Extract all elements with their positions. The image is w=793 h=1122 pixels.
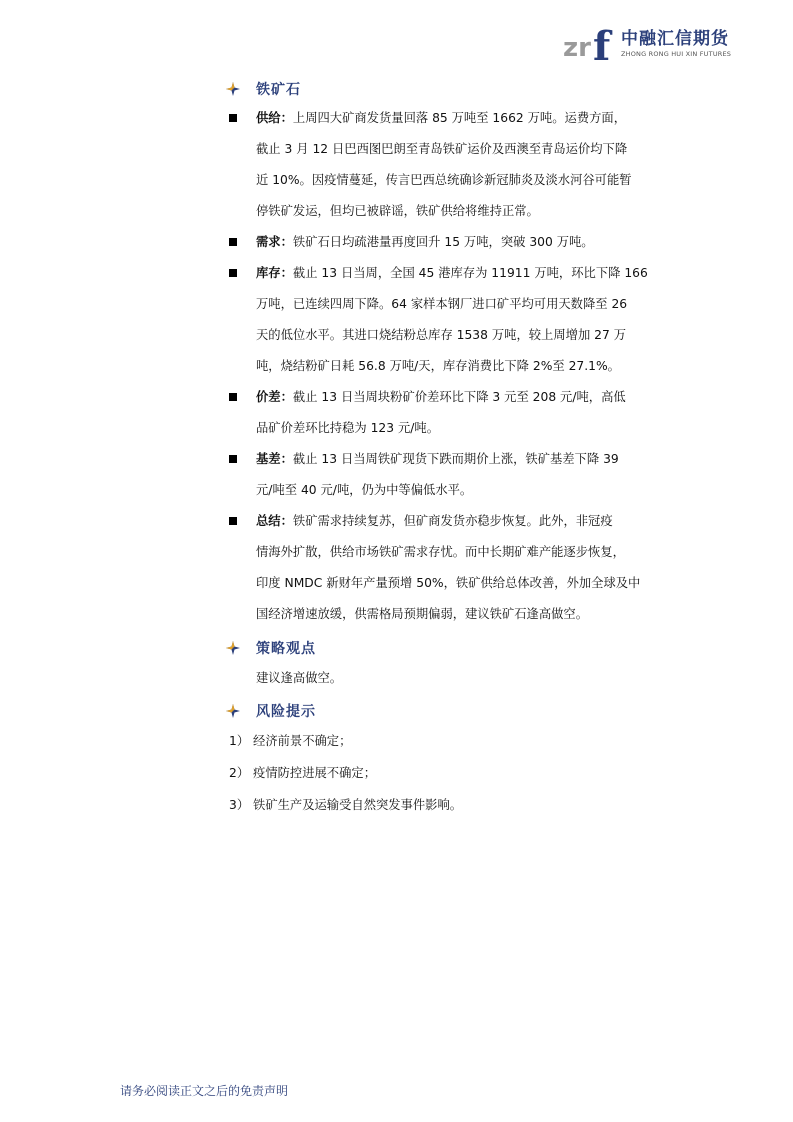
company-logo (563, 22, 749, 66)
section-heading-iron-ore (226, 76, 301, 102)
diamond-star-icon (226, 704, 240, 718)
text-line: 品矿价差环比持稳为 123 元/吨。 (256, 421, 439, 435)
text-line: 截止 13 日当周块粉矿价差环比下降 3 元至 208 元/吨，高低 (292, 390, 626, 404)
price-spread-label: 价差： (256, 390, 293, 404)
paragraph-supply (256, 103, 668, 227)
risk-item: 2） 疫情防控进展不确定； (229, 766, 376, 780)
paragraph-basis (256, 444, 668, 506)
text-line: 铁矿需求持续复苏，但矿商发货亦稳步恢复。此外，非冠疫 (292, 514, 613, 528)
supply-label: 供给： (256, 111, 293, 125)
text-line: 截止 13 日当周，全国 45 港库存为 11911 万吨，环比下降 166 (292, 266, 648, 280)
diamond-star-icon (226, 641, 240, 655)
text-line: 天的低位水平。其进口烧结粉总库存 1538 万吨，较上周增加 27 万 (256, 328, 627, 342)
risk-item: 1） 经济前景不确定； (229, 734, 352, 748)
text-line: 国经济增速放缓，供需格局预期偏弱，建议铁矿石逢高做空。 (256, 607, 589, 621)
paragraph-price-spread (256, 382, 668, 444)
section-title: 铁矿石 (256, 82, 301, 98)
paragraph-inventory (256, 258, 668, 382)
section-title: 风险提示 (256, 704, 316, 720)
text-line: 情海外扩散，供给市场铁矿需求存忧。而中长期矿难产能逐步恢复， (256, 545, 625, 559)
inventory-label: 库存： (256, 266, 293, 280)
paragraph-summary (256, 506, 668, 630)
diamond-star-icon (226, 82, 240, 96)
disclaimer-footer: 请务必阅读正文之后的免责声明 (120, 1084, 289, 1098)
text-line: 印度 NMDC 新财年产量预增 50%，铁矿供给总体改善，外加全球及中 (256, 576, 641, 590)
logo-english-name: ZHONG RONG HUI XIN FUTURES (621, 50, 732, 58)
text-line: 铁矿石日均疏港量再度回升 15 万吨，突破 300 万吨。 (292, 235, 594, 249)
svg-text:f: f (593, 23, 611, 66)
paragraph-demand (256, 227, 668, 258)
text-line: 元/吨至 40 元/吨，仍为中等偏低水平。 (256, 483, 473, 497)
bullet-square-icon (229, 114, 237, 122)
text-line: 近 10%。因疫情蔓延，传言巴西总统确诊新冠肺炎及淡水河谷可能暂 (256, 173, 632, 187)
text-line: 停铁矿发运，但均已被辟谣，铁矿供给将维持正常。 (256, 204, 539, 218)
svg-text:zr: zr (563, 33, 591, 63)
section-heading-strategy (226, 635, 316, 661)
zrf-logo-mark-icon (563, 22, 619, 66)
demand-label: 需求： (256, 235, 293, 249)
text-line: 截止 3 月 12 日巴西图巴朗至青岛铁矿运价及西澳至青岛运价均下降 (256, 142, 628, 156)
text-line: 上周四大矿商发货量回落 85 万吨至 1662 万吨。运费方面， (292, 111, 627, 125)
section-heading-risk (226, 698, 316, 724)
bullet-square-icon (229, 393, 237, 401)
text-line: 万吨，已连续四周下降。64 家样本钢厂进口矿平均可用天数降至 26 (256, 297, 628, 311)
section-title: 策略观点 (256, 641, 316, 657)
text-line: 吨，烧结粉矿日耗 56.8 万吨/天，库存消费比下降 2%至 27.1%。 (256, 359, 620, 373)
logo-chinese-name: 中融汇信期货 (621, 29, 729, 49)
bullet-square-icon (229, 238, 237, 246)
bullet-square-icon (229, 455, 237, 463)
text-line: 截止 13 日当周铁矿现货下跌而期价上涨，铁矿基差下降 39 (292, 452, 619, 466)
bullet-square-icon (229, 517, 237, 525)
summary-label: 总结： (256, 514, 293, 528)
bullet-square-icon (229, 269, 237, 277)
strategy-text: 建议逢高做空。 (256, 671, 343, 685)
basis-label: 基差： (256, 452, 293, 466)
risk-item: 3） 铁矿生产及运输受自然突发事件影响。 (229, 798, 463, 812)
